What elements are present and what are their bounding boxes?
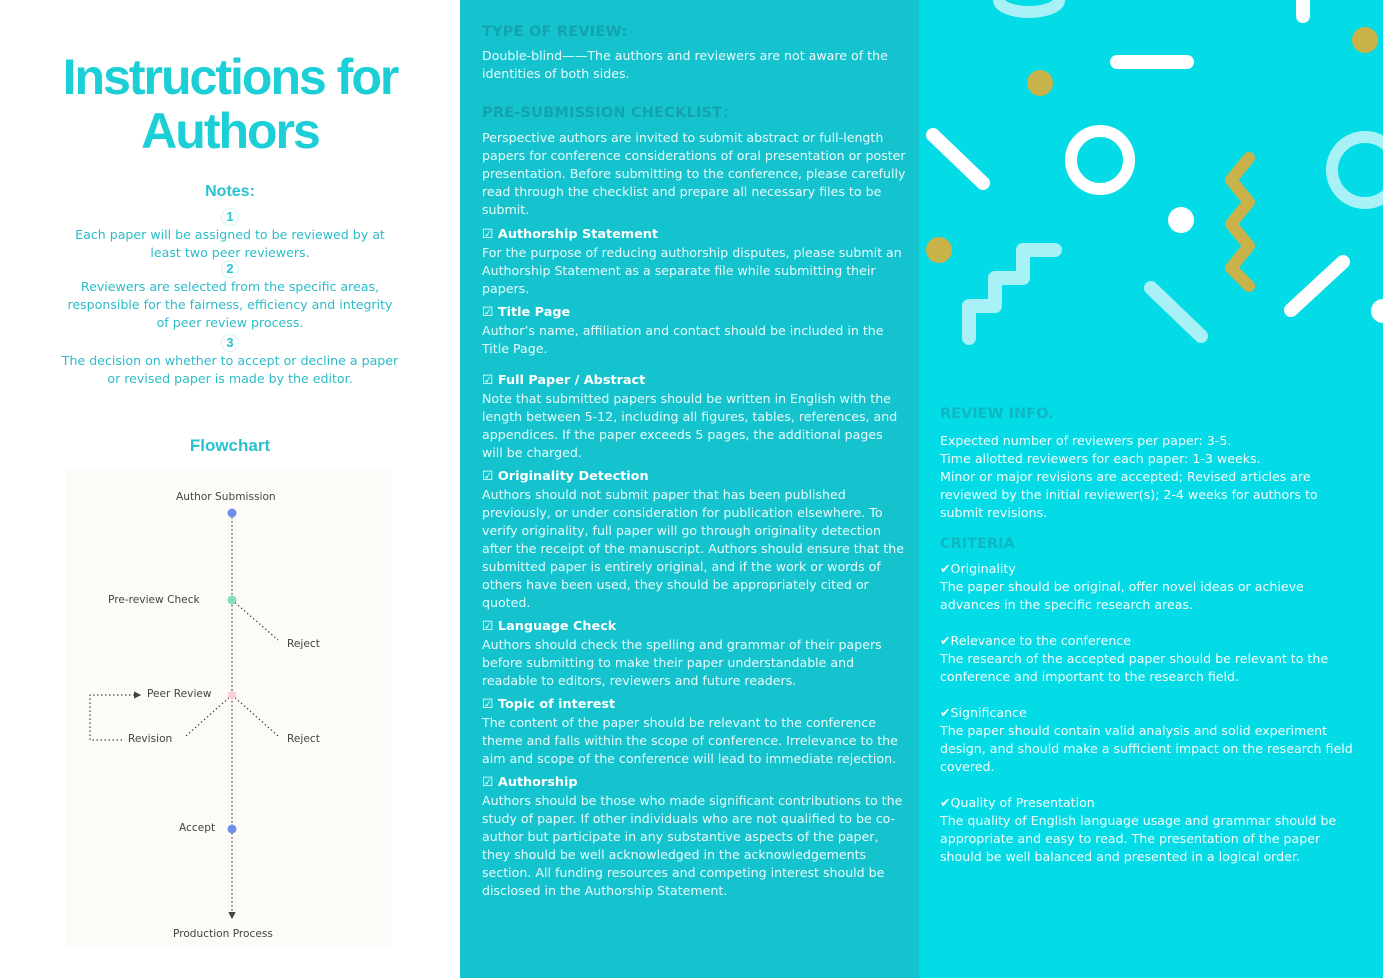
node-peer-review: [228, 691, 237, 700]
note-number-2: 2: [221, 260, 239, 278]
note-text-1: Each paper will be assigned to be reviewed by at least two peer reviewers.: [75, 227, 385, 260]
checklist-item-heading: ☑ Authorship: [482, 775, 578, 790]
checklist-heading: PRE-SUBMISSION CHECKLIST：: [482, 105, 737, 121]
checklist-item-text: Authors should be those who made significant contributions to the study of paper. If other individuals who are not qualified to be co-author but participate in any substantive aspects of the paper, they should be well acknowledged in the acknowledgements section. All funding resources and competing interest should be disclosed in the Authorship Statement.: [482, 793, 903, 898]
criterion-text: The quality of English language usage and grammar should be appropriate and easy to read. The presentation of the paper should be well balanced and presented in a logical order.: [940, 813, 1337, 864]
criterion-text: The research of the accepted paper should be relevant to the conference and important to the research field.: [940, 651, 1329, 684]
note-text-2: Reviewers are selected from the specific areas, responsible for the fairness, efficiency and integrity of peer review process.: [67, 279, 393, 330]
checklist-item-heading: ☑ Title Page: [482, 305, 571, 320]
criterion-heading: ✔Significance: [940, 705, 1027, 720]
checklist-item-authorship: [482, 773, 907, 900]
label-revision: Revision: [128, 733, 173, 745]
label-peer-review: Peer Review: [147, 688, 212, 700]
criterion-heading: ✔Relevance to the conference: [940, 633, 1131, 648]
arc-shape: [999, 0, 1059, 12]
white-ring: [1071, 131, 1129, 189]
criterion-relevance: [940, 632, 1360, 686]
criterion-heading: ✔Quality of Presentation: [940, 795, 1095, 810]
criterion-significance: [940, 704, 1360, 776]
review-info-line: Minor or major revisions are accepted; Revised articles are reviewed by the initial reviewer(s); 2-4 weeks for authors to submit revisions.: [940, 469, 1318, 520]
middle-column: [460, 0, 919, 978]
criterion-quality-of-presentation: [940, 794, 1360, 866]
decorative-confetti-graphic: [919, 0, 1383, 380]
label-pre-review-check: Pre-review Check: [108, 594, 200, 606]
checklist-item-topic-of-interest: [482, 695, 907, 768]
type-of-review-heading: TYPE OF REVIEW:: [482, 24, 628, 40]
checklist-intro: Perspective authors are invited to submit abstract or full-length papers for conference considerations of oral presentation or poster presentation. Before submitting to the conference, please carefully read through the checklist and prepare all necessary files to be submit.: [482, 130, 906, 217]
checklist-item-heading: ☑ Authorship Statement: [482, 227, 659, 242]
checklist-item-heading: ☑ Full Paper / Abstract: [482, 373, 646, 388]
type-of-review-text: Double-blind——The authors and reviewers are not aware of the identities of both sides.: [482, 48, 888, 81]
right-column: [919, 0, 1383, 978]
note-3: [60, 334, 400, 388]
gold-dot: [1352, 27, 1378, 53]
left-column: [0, 0, 460, 978]
review-info-heading: REVIEW INFO.: [940, 406, 1054, 422]
reject-branch-1: [232, 600, 278, 640]
checklist-item-language-check: [482, 617, 907, 690]
checklist-item-originality-detection: [482, 467, 907, 612]
page-title-line-1: Instructions for: [62, 49, 398, 105]
criterion-text: The paper should contain valid analysis and solid experiment design, and should make a sufficient impact on the research field covered.: [940, 723, 1353, 774]
checklist-item-text: Author’s name, affiliation and contact should be included in the Title Page.: [482, 323, 884, 356]
checklist-item-heading: ☑ Language Check: [482, 619, 617, 634]
checklist-item-text: Note that submitted papers should be written in English with the length between 5-12, including all figures, tables, references, and appendices. If the paper exceeds 5 pages, the additional pages will be charged.: [482, 391, 898, 460]
node-accept: [228, 825, 237, 834]
review-info-lines: [940, 432, 1360, 522]
note-number-1: 1: [221, 208, 239, 226]
flowchart: [66, 470, 392, 948]
label-production-process: Production Process: [173, 928, 273, 940]
flowchart-diagram: [66, 470, 392, 948]
revision-branch: [186, 695, 232, 736]
checklist-item-heading: ☑ Originality Detection: [482, 469, 649, 484]
criterion-heading: ✔Originality: [940, 561, 1016, 576]
light-stairs-shape: [969, 250, 1055, 338]
note-number-3: 3: [221, 334, 239, 352]
gold-zigzag: [1231, 158, 1249, 286]
page-title-line-2: Authors: [141, 103, 319, 159]
white-dot: [1371, 299, 1383, 323]
gold-dot: [1027, 70, 1053, 96]
checklist-item-text: Authors should check the spelling and grammar of their papers before submitting to make their paper understandable and readable to editors, reviewers and future readers.: [482, 637, 882, 688]
light-diagonal-bar: [1151, 288, 1201, 336]
checklist-item-text: For the purpose of reducing authorship disputes, please submit an Authorship Statement as a separate file while submitting their papers.: [482, 245, 902, 296]
review-info-line: Expected number of reviewers per paper: 3-5.: [940, 433, 1232, 448]
checklist-item-authorship-statement: [482, 225, 907, 298]
checklist-item-heading: ☑ Topic of interest: [482, 697, 616, 712]
label-accept: Accept: [179, 822, 216, 834]
note-text-3: The decision on whether to accept or decline a paper or revised paper is made by the editor.: [61, 353, 399, 386]
gold-dot: [926, 237, 952, 263]
white-dot: [1168, 207, 1194, 233]
label-author-submission: Author Submission: [176, 491, 276, 503]
criterion-text: The paper should be original, offer novel ideas or achieve advances in the specific research areas.: [940, 579, 1304, 612]
page-title: [0, 50, 460, 158]
criteria-heading: CRITERIA: [940, 536, 1015, 552]
white-diagonal-bar: [933, 135, 983, 183]
notes-title: Notes:: [205, 183, 255, 200]
review-info-line: Time allotted reviewers for each paper: 1-3 weeks.: [940, 451, 1261, 466]
checklist-item-text: Authors should not submit paper that has been published previously, or under consideration for publication elsewhere. To verify originality, full paper will go through originality detection after the receipt of the manuscript. Authors should ensure that the submitted paper is entirely original, and if the work or words of others have been used, they should be appropriately cited or quoted.: [482, 487, 904, 610]
label-reject-1: Reject: [287, 638, 320, 650]
criterion-originality: [940, 560, 1360, 614]
checklist-item-title-page: [482, 303, 907, 358]
label-reject-2: Reject: [287, 733, 320, 745]
middle-content: [482, 24, 907, 900]
white-diagonal-bar: [1291, 262, 1343, 310]
node-pre-review: [228, 596, 237, 605]
checklist-item-full-paper: [482, 371, 907, 462]
flowchart-title: Flowchart: [189, 436, 271, 455]
note-1: [60, 208, 400, 262]
checklist-item-text: The content of the paper should be relevant to the conference theme and falls within the scope of conference. Irrelevance to the aim and scope of the conference will lead to immediate rejection.: [482, 715, 898, 766]
right-content: [940, 406, 1360, 866]
node-author-submission: [228, 509, 237, 518]
light-ring: [1332, 137, 1383, 203]
reject-branch-2: [232, 695, 278, 736]
note-2: [60, 260, 400, 332]
